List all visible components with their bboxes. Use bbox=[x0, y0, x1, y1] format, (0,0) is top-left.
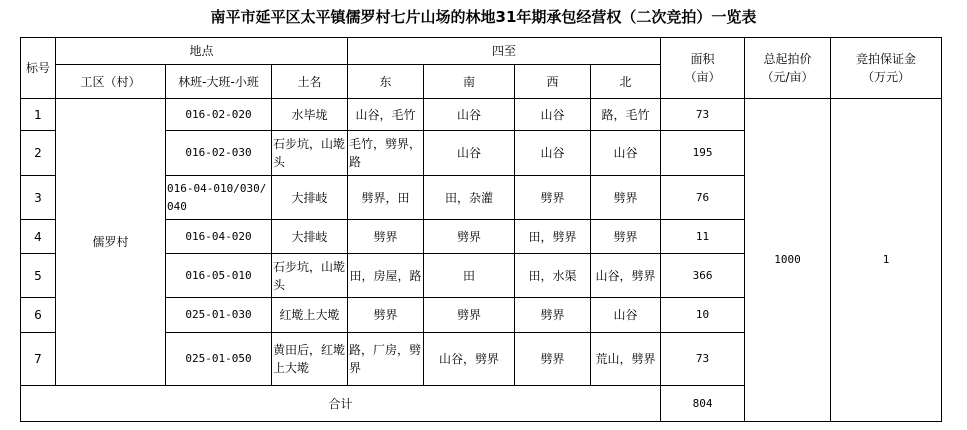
header-forest-class: 林班-大班-小班 bbox=[166, 65, 272, 99]
cell-north: 荒山，劈界 bbox=[591, 333, 661, 386]
cell-area: 11 bbox=[661, 220, 745, 254]
cell-code: 016-04-020 bbox=[166, 220, 272, 254]
header-start-price-line2: （元/亩） bbox=[761, 70, 814, 84]
cell-north: 山谷 bbox=[591, 131, 661, 176]
cell-area: 73 bbox=[661, 99, 745, 131]
place-name-text: 黄田后，红墘上大墘 bbox=[273, 343, 346, 375]
place-name-text: 石步坑，山墘头 bbox=[273, 137, 346, 169]
cell-code: 016-02-030 bbox=[166, 131, 272, 176]
header-start-price-line1: 总起拍价 bbox=[763, 52, 812, 66]
header-row-1 bbox=[21, 38, 942, 65]
header-work-area: 工区（村） bbox=[56, 65, 166, 99]
cell-seq: 3 bbox=[21, 176, 56, 220]
header-seq: 标号 bbox=[21, 38, 56, 99]
cell-south: 田 bbox=[424, 254, 515, 298]
header-area-line1: 面积 bbox=[690, 52, 715, 66]
cell-area: 366 bbox=[661, 254, 745, 298]
cell-west: 田，劈界 bbox=[515, 220, 591, 254]
header-north: 北 bbox=[591, 65, 661, 99]
header-deposit bbox=[831, 38, 942, 99]
cell-south: 山谷，劈界 bbox=[424, 333, 515, 386]
cell-north: 山谷，劈界 bbox=[591, 254, 661, 298]
header-deposit-line1: 竞拍保证金 bbox=[856, 52, 917, 66]
header-deposit-line2: （万元） bbox=[862, 70, 911, 84]
cell-north: 山谷 bbox=[591, 298, 661, 333]
cell-area: 10 bbox=[661, 298, 745, 333]
cell-east: 劈界，田 bbox=[348, 176, 424, 220]
cell-deposit: 1 bbox=[831, 99, 942, 422]
cell-area: 73 bbox=[661, 333, 745, 386]
cell-place-name bbox=[272, 131, 348, 176]
cell-south: 劈界 bbox=[424, 220, 515, 254]
code-text: 016-04-010/030/040 bbox=[167, 181, 267, 213]
cell-seq: 5 bbox=[21, 254, 56, 298]
cell-area: 195 bbox=[661, 131, 745, 176]
cell-seq: 1 bbox=[21, 99, 56, 131]
east-text: 路，厂房，劈界 bbox=[349, 343, 422, 375]
cell-west: 山谷 bbox=[515, 131, 591, 176]
table-row bbox=[21, 99, 942, 131]
cell-code bbox=[166, 176, 272, 220]
cell-south: 田，杂灌 bbox=[424, 176, 515, 220]
cell-code: 025-01-050 bbox=[166, 333, 272, 386]
cell-place-name: 红墘上大墘 bbox=[272, 298, 348, 333]
cell-north: 劈界 bbox=[591, 220, 661, 254]
cell-code: 016-02-020 bbox=[166, 99, 272, 131]
header-area-line2: （亩） bbox=[684, 70, 721, 84]
cell-place-name bbox=[272, 254, 348, 298]
header-location: 地点 bbox=[56, 38, 348, 65]
document-title: 南平市延平区太平镇儒罗村七片山场的林地31年期承包经营权（二次竞拍）一览表 bbox=[210, 8, 757, 26]
header-area bbox=[661, 38, 745, 99]
header-west: 西 bbox=[515, 65, 591, 99]
cell-east bbox=[348, 333, 424, 386]
cell-west: 劈界 bbox=[515, 298, 591, 333]
cell-seq: 7 bbox=[21, 333, 56, 386]
cell-west: 劈界 bbox=[515, 333, 591, 386]
cell-west: 山谷 bbox=[515, 99, 591, 131]
header-place-name: 土名 bbox=[272, 65, 348, 99]
cell-north: 路，毛竹 bbox=[591, 99, 661, 131]
cell-area: 76 bbox=[661, 176, 745, 220]
cell-east bbox=[348, 131, 424, 176]
cell-code: 016-05-010 bbox=[166, 254, 272, 298]
cell-seq: 2 bbox=[21, 131, 56, 176]
cell-east: 劈界 bbox=[348, 220, 424, 254]
cell-village: 儒罗村 bbox=[56, 99, 166, 386]
cell-east: 田，房屋，路 bbox=[348, 254, 424, 298]
cell-total-label: 合计 bbox=[21, 386, 661, 422]
cell-west: 田，水渠 bbox=[515, 254, 591, 298]
cell-code: 025-01-030 bbox=[166, 298, 272, 333]
cell-south: 山谷 bbox=[424, 99, 515, 131]
place-name-text: 石步坑，山墘头 bbox=[273, 259, 346, 292]
cell-south: 劈界 bbox=[424, 298, 515, 333]
lot-table bbox=[20, 37, 942, 422]
cell-total-area: 804 bbox=[661, 386, 745, 422]
cell-place-name: 大排岐 bbox=[272, 220, 348, 254]
header-east: 东 bbox=[348, 65, 424, 99]
cell-place-name: 大排岐 bbox=[272, 176, 348, 220]
cell-seq: 4 bbox=[21, 220, 56, 254]
cell-place-name bbox=[272, 333, 348, 386]
east-text: 毛竹，劈界，路 bbox=[349, 137, 422, 169]
header-boundaries: 四至 bbox=[348, 38, 661, 65]
cell-seq: 6 bbox=[21, 298, 56, 333]
header-south: 南 bbox=[424, 65, 515, 99]
cell-east: 山谷，毛竹 bbox=[348, 99, 424, 131]
cell-place-name: 水毕垅 bbox=[272, 99, 348, 131]
header-start-price bbox=[745, 38, 831, 99]
cell-west: 劈界 bbox=[515, 176, 591, 220]
cell-south: 山谷 bbox=[424, 131, 515, 176]
cell-north: 劈界 bbox=[591, 176, 661, 220]
cell-start-price: 1000 bbox=[745, 99, 831, 422]
cell-east: 劈界 bbox=[348, 298, 424, 333]
